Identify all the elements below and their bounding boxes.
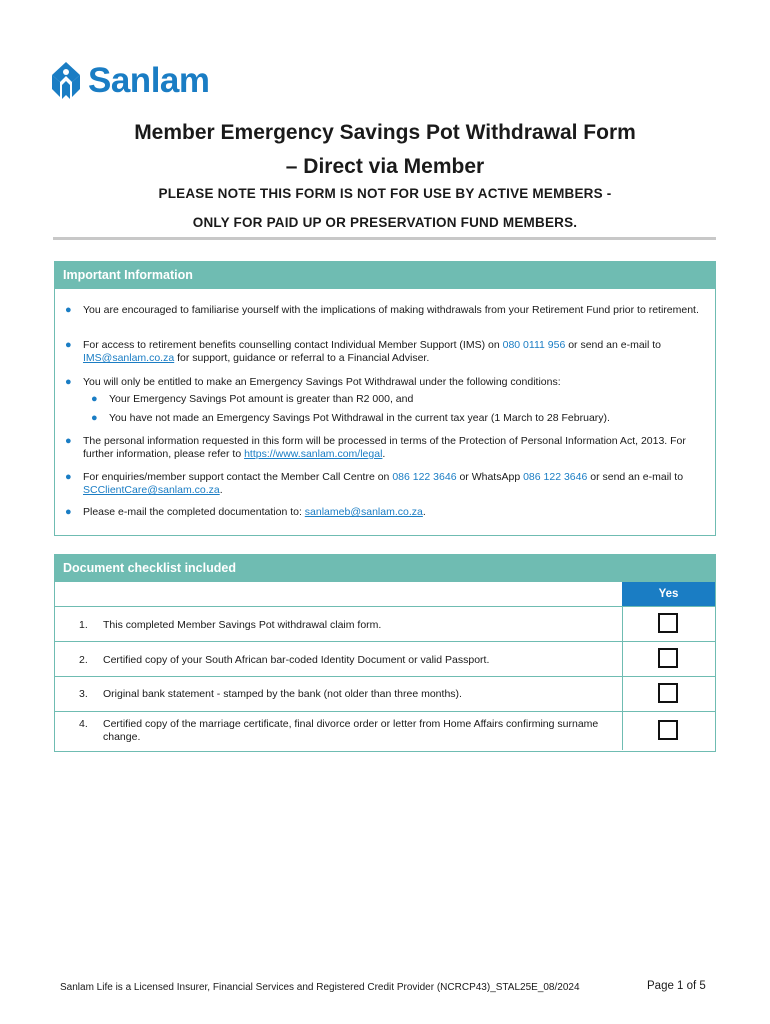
row-number: 3. (79, 688, 88, 700)
checkbox-completed-form[interactable] (658, 613, 678, 633)
list-item: ● The personal information requested in this form will be processed in terms of the Protection of Personal Information Act, 2013. For further information, please refer to https://www.sanlam.com/legal. (65, 435, 686, 460)
document-checklist-heading: Document checklist included (55, 555, 715, 582)
bullet-icon: ● (65, 471, 72, 483)
bullet-icon: ● (91, 412, 98, 424)
client-care-email-link[interactable]: SCClientCare@sanlam.co.za (83, 484, 220, 496)
row-text: Original bank statement - stamped by the bank (not older than three months). (103, 688, 462, 700)
bullet-icon: ● (65, 304, 72, 316)
checkbox-marriage-certificate[interactable] (658, 720, 678, 740)
legal-link[interactable]: https://www.sanlam.com/legal (244, 448, 383, 460)
checkbox-bank-statement[interactable] (658, 683, 678, 703)
table-row (55, 641, 715, 677)
row-number: 4. (79, 718, 88, 730)
sub-list-item: ● You have not made an Emergency Savings Pot Withdrawal in the current tax year (1 March to 28 February). (91, 412, 610, 424)
submission-email-link[interactable]: sanlameb@sanlam.co.za (304, 506, 423, 518)
whatsapp-phone: 086 122 3646 (523, 471, 588, 483)
table-row (55, 711, 715, 750)
row-text: This completed Member Savings Pot withdrawal claim form. (103, 619, 382, 631)
list-item: ● For access to retirement benefits counselling contact Individual Member Support (IMS) on 080 0111 956 or send an e-mail to IMS@sanlam.co.za for support, guidance or referral to a Financial Adviser. (65, 339, 662, 364)
sanlam-shield-icon (50, 61, 82, 101)
footer-disclaimer: Sanlam Life is a Licensed Insurer, Financial Services and Registered Credit Provider (NCRCP43)_STAL25E_08/2024 (60, 982, 580, 993)
list-item: ● For enquiries/member support contact the Member Call Centre on 086 122 3646 or WhatsApp 086 122 3646 or send an e-mail to SCClientCare@sanlam.co.za. (65, 471, 684, 496)
logo-wordmark: Sanlam (88, 61, 210, 100)
checkbox-identity-document[interactable] (658, 648, 678, 668)
row-number: 2. (79, 654, 88, 666)
table-row (55, 606, 715, 642)
sub-list-item: ● Your Emergency Savings Pot amount is greater than R2 000, and (91, 393, 414, 405)
bullet-icon: ● (65, 376, 72, 388)
bullet-icon: ● (65, 506, 72, 518)
list-item: ● You will only be entitled to make an Emergency Savings Pot Withdrawal under the following conditions: (65, 376, 561, 388)
ims-phone: 080 0111 956 (502, 339, 566, 351)
call-centre-phone: 086 122 3646 (392, 471, 457, 483)
row-text: Certified copy of your South African bar-coded Identity Document or valid Passport. (103, 654, 490, 666)
bullet-icon: ● (91, 393, 98, 405)
bullet-icon: ● (65, 435, 72, 447)
list-item: ● You are encouraged to familiarise yourself with the implications of making withdrawals from your Retirement Fund prior to retirement. (65, 304, 699, 316)
table-row (55, 676, 715, 712)
yes-column-header: Yes (622, 582, 715, 606)
notice-line1: PLEASE NOTE THIS FORM IS NOT FOR USE BY ACTIVE MEMBERS - (158, 186, 612, 201)
ims-email-link[interactable]: IMS@sanlam.co.za (83, 352, 175, 364)
form-title-line2: – Direct via Member (285, 155, 485, 178)
list-item: ● Please e-mail the completed documentation to: sanlameb@sanlam.co.za. (65, 506, 426, 518)
form-title-line1: Member Emergency Savings Pot Withdrawal Form (134, 121, 636, 144)
important-information-panel (54, 261, 716, 536)
sanlam-logo (50, 60, 210, 102)
notice-line2: ONLY FOR PAID UP OR PRESERVATION FUND MEMBERS. (192, 215, 578, 230)
bullet-icon: ● (65, 339, 72, 351)
row-text: Certified copy of the marriage certificate, final divorce order or letter from Home Affairs confirming surname change. (103, 718, 599, 743)
row-number: 1. (79, 619, 88, 631)
page-number: Page 1 of 5 (647, 980, 706, 992)
divider (53, 237, 716, 240)
document-checklist-panel (54, 554, 716, 752)
important-information-heading: Important Information (55, 262, 715, 289)
